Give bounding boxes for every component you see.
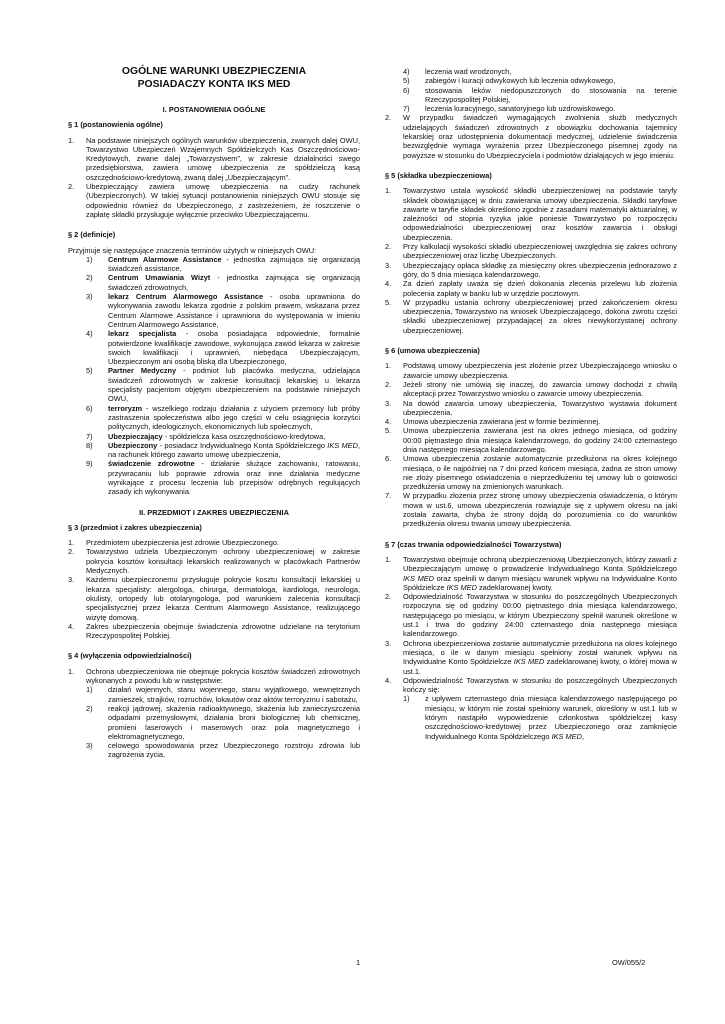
list-item: 2. W przypadku świadczeń wymagających zwolnienia służb medycznych udzielających świadczeń zdrowotnych z obowiązku dochowania tajemnicy lekarskiej oraz udostępnienia dokumentacji medycznej, udzielenie świadczenia bezwzględnie wymaga wyrażenia przez Ubezpieczonego pisemnej zgody na powyższe w stosunku do Ubezpieczyciela i podmiotów działających w jego imieniu. — [385, 113, 677, 160]
section-heading-6: § 6 (umowa ubezpieczenia) — [385, 346, 480, 356]
definition-item: 6) terroryzm - wszelkiego rodzaju działania z użyciem przemocy lub próby zastraszenia społeczeństwa albo jego części w celu osiągnięcia korzyści politycznych, ideologicznych, ekonomicznych lub społecznych, — [86, 403, 360, 432]
list-item: 2. Przy kalkulacji wysokości składki ubezpieczeniowej uwzględnia się zakres ochrony ubezpieczeniowej oraz liczbę Ubezpieczonych. — [385, 242, 677, 261]
list-item: 1. Towarzystwo obejmuje ochroną ubezpieczeniową Ubezpieczonych, którzy zawarli z Ubezpieczającym umowę o prowadzenie Indywidualnego Konta Spółdzielczego IKS MED oraz spełnili w danym miesiącu warunek wpływu na Indywidualne Konto Spółdzielcze IKS MED zadeklarowanej kwoty. — [385, 554, 678, 592]
section-heading-7: § 7 (czas trwania odpowiedzialności Towarzystwa) — [385, 539, 562, 549]
definition-item: 2) Centrum Umawiania Wizyt - jednostka zajmująca się organizacją świadczeń zdrowotnych, — [86, 273, 360, 292]
exclusion-item: 5) zabiegów i kuracji odwykowych lub leczenia odwykowego, — [403, 76, 616, 86]
right-column — [385, 67, 677, 752]
list-item: 1. Ochrona ubezpieczeniowa nie obejmuje pokrycia kosztów świadczeń zdrowotnych wykonanych z powodu lub w następstwie: — [68, 666, 360, 686]
list-item: 3. Ubezpieczający opłaca składkę za miesięczny okres ubezpieczenia jednorazowo z góry, do 5 dnia miesiąca kalendarzowego. — [385, 260, 677, 279]
list-item: 3. Ochrona ubezpieczeniowa zostanie automatycznie przedłużona na okres kolejnego miesiąca, o ile w danym miesiącu spełniony został warunek wpływu na Indywidualne Konto Spółdzielcze IKS MED zadeklarowanej kwoty, o której mowa w ust.1. — [385, 638, 677, 676]
list-item: 3. Każdemu ubezpieczonemu przysługuje pokrycie kosztu konsultacji lekarskiej u lekarza specjalisty: alergologa, chirurga, dermatologa, kardiologa, neurologa, okulisty, ortopedy lub otolaryngologa, pod warunkiem zalecenia konsultacji specjalistycznej przez lekarza Centrum Alarmowego Assistance, realizującego wizytę domową. — [68, 575, 360, 622]
left-column — [68, 66, 360, 771]
list-item: 1. Towarzystwo ustala wysokość składki ubezpieczeniowej na podstawie taryfy składek obowiązującej w dniu zawierania umowy ubezpieczenia. Składki taryfowe zawarte w taryfie składek określono zgodnie z zasadami matematyki aktuarialnej, w zależności od stopnia ryzyka jakie poniesie Towarzystwo po rozpoczęciu odpowiedzialności ubezpieczeniowej oraz kosztów zawarcia i obsługi ubezpieczenia. — [385, 186, 677, 242]
document-title — [68, 66, 360, 91]
section-heading-5: § 5 (składka ubezpieczeniowa) — [385, 170, 492, 180]
section-6-body — [385, 361, 677, 528]
list-item: 7. W przypadku złożenia przez stronę umowy ubezpieczenia oświadczenia, o którym mowa w ust.6, umowa ubezpieczenia rozwiązuje się z upływem okresu na jaki została zawarta, chyba że strony dojdą do porozumienia co do warunków przedłużenia okresu trwania umowy ubezpieczenia. — [385, 491, 677, 529]
list-item: 4. Umowa ubezpieczenia zawierana jest w formie bezimiennej. — [385, 417, 601, 427]
exclusion-item: 6) stosowania leków niedopuszczonych do stosowania na terenie Rzeczypospolitej Polskiej, — [403, 85, 677, 104]
definition-item: 8) Ubezpieczony - posiadacz Indywidualnego Konta Spółdzielczego IKS MED, na rachunek którego zawarto umowę ubezpieczenia, — [86, 440, 361, 460]
section-5-body — [385, 186, 677, 335]
list-item: 6. Umowa ubezpieczenia zostanie automatycznie przedłużona na okres kolejnego miesiąca, o ile najpóźniej na 7 dni przed końcem miesiąca, żadna ze stron umowy nie złoży pisemnego oświadczenia o nieprzedłużeniu tej umowy lub o gotowości przedłużenia umowy na zmienionych warunkach. — [385, 454, 677, 492]
list-item: 1. Przedmiotem ubezpieczenia jest zdrowie Ubezpieczonego. — [68, 538, 280, 548]
definitions-intro: Przyjmuje się następujące znaczenia terminów użytych w niniejszych OWU: — [68, 245, 317, 255]
section-heading-4: § 4 (wyłączenia odpowiedzialności) — [68, 651, 192, 661]
chapter-heading-2: II. PRZEDMIOT I ZAKRES UBEZPIECZENIA — [139, 507, 289, 517]
definition-item: 3) lekarz Centrum Alarmowego Assistance - osoba uprawniona do wykonywania zawodu lekarza zgodnie z polskim prawem, wskazana przez Centrum Alarmowe Assistance i uprawniona do występowania w imieniu Centrum Alarmowego Assistance, — [86, 292, 360, 329]
list-item: 5. Umowa ubezpieczenia zawierana jest na okres jednego miesiąca, od godziny 00:00 piętnastego dnia miesiąca kalendarzowego, do godziny 24:00 czternastego dnia następnego miesiąca kalendarzowego. — [385, 426, 677, 454]
section-4-continued — [385, 67, 677, 160]
section-heading-3: § 3 (przedmiot i zakres ubezpieczenia) — [68, 522, 202, 532]
section-1-body — [68, 136, 360, 220]
definition-item: 9) świadczenie zdrowotne - działanie służące zachowaniu, ratowaniu, przywracaniu lub poprawie zdrowia oraz inne działania medyczne wynikające z procesu leczenia lub przepisów odrębnych regulujących zasady ich wykonywania. — [86, 459, 360, 497]
list-item: 2. Odpowiedzialność Towarzystwa w stosunku do poszczególnych Ubezpieczonych rozpoczyna się od godziny 00:00 piętnastego dnia miesiąca kalendarzowego, następującego po miesiącu, w którym Ubezpieczony spełnił warunek określone w ust.1 i trwa do godziny 24:00 czternastego dnia następnego miesiąca kalendarzowego. — [385, 592, 677, 639]
list-item: 2. Towarzystwo udziela Ubezpieczonym ochrony ubezpieczeniowej w zakresie pokrycia kosztów konsultacji lekarskich realizowanych w placówkach Partnerów Medycznych. — [68, 547, 360, 576]
exclusion-item: 4) leczenia wad wrodzonych, — [403, 67, 512, 76]
section-heading-1: § 1 (postanowienia ogólne) — [68, 120, 163, 130]
definition-item: 1) Centrum Alarmowe Assistance - jednostka zajmująca się organizacją świadczeń assistance, — [86, 254, 360, 274]
title-line-2: POSIADACZY KONTA IKS MED — [137, 78, 291, 90]
list-item: 2. Ubezpieczający zawiera umowę ubezpieczenia na cudzy rachunek (Ubezpieczonych). W takiej sytuacji postanowienia niniejszych OWU stosuje się odpowiednio również do Ubezpieczonego, z zastrzeżeniem, że roszczenie o zapłatę składki przysługuje wyłącznie przeciwko Ubezpieczającemu. — [68, 182, 360, 219]
section-4-body — [68, 667, 360, 760]
list-item: 1. Podstawą umowy ubezpieczenia jest złożenie przez Ubezpieczającego wniosku o zawarcie umowy ubezpieczenia. — [385, 361, 677, 380]
exclusion-item: 3) celowego spowodowania przez Ubezpieczonego rozstroju zdrowia lub zagrożenia życia, — [86, 741, 360, 760]
section-7-body — [385, 555, 677, 741]
list-item: 5. W przypadku ustania ochrony ubezpieczeniowej przed zakończeniem okresu ubezpieczenia, Towarzystwo na wniosek Ubezpieczającego, dokona zwrotu części składki ubezpieczeniowej przypadającej za okres niewykorzystanej ochrony ubezpieczeniowej. — [385, 297, 677, 335]
section-3-body — [68, 538, 360, 640]
title-line-1: OGÓLNE WARUNKI UBEZPIECZENIA — [121, 66, 307, 77]
definition-item: 4) lekarz specjalista - osoba posiadająca odpowiednie, formalnie potwierdzone kwalifikacje zawodowe, wykonująca zawód lekarza w zakresie swoich kwalifikacji i uprawnień, niebędąca Ubezpieczającym, Ubezpieczonym ani osobą bliską dla Ubezpieczonego, — [86, 329, 360, 367]
list-item: 3. Na dowód zawarcia umowy ubezpieczenia, Towarzystwo wystawia dokument ubezpieczenia. — [385, 398, 677, 417]
section-heading-2: § 2 (definicje) — [68, 230, 116, 240]
definition-item: 7) Ubezpieczający - spółdzielcza kasa oszczędnościowo-kredytowa, — [86, 431, 326, 441]
termination-item: 1) z upływem czternastego dnia miesiąca kalendarzowego następującego po miesiącu, w którym nie został spełniony warunek, określony w ust.1 lub w którym nastąpiło wypowiedzenie członkostwa spółdzielczej kasy oszczędnościowo-kredytowej przez Ubezpieczonego oraz zamknięcie Indywidualnego Konta Spółdzielczego IKS MED, — [403, 694, 677, 741]
exclusion-item: 1) działań wojennych, stanu wojennego, stanu wyjątkowego, wewnętrznych zamieszek, strajków, rozruchów, lokautów oraz aktów terroryzmu i sabotażu, — [86, 685, 360, 704]
list-item: 1. Na podstawie niniejszych ogólnych warunków ubezpieczenia, zwanych dalej OWU, Towarzystwo Ubezpieczeń Wzajemnych Spółdzielczych Kas Oszczędnościowo-Kredytowych, zwane dalej „Towarzystwem”, w zakresie działalności swego przedsiębiorstwa, zawiera umowę ubezpieczenia ze spółdzielczą kasą oszczędnościowo-kredytową, zwaną dalej „Ubezpieczającym”. — [68, 135, 360, 182]
chapter-heading-1: I. POSTANOWIENIA OGÓLNE — [162, 105, 266, 114]
list-item: 4. Odpowiedzialność Towarzystwa w stosunku do poszczególnych Ubezpieczonych kończy się: — [385, 675, 677, 695]
definition-item: 5) Partner Medyczny - podmiot lub placówka medyczna, udzielająca świadczeń zdrowotnych w zakresie konsultacji lekarskiej u lekarza specjalisty pacjentom objętym ubezpieczeniem na podstawie niniejszych OWU, — [86, 366, 360, 404]
list-item: 2. Jeżeli strony nie umówią się inaczej, do zawarcia umowy dochodzi z chwilą akceptacji przez Towarzystwo wniosku o zawarcie umowy ubezpieczenia. — [385, 379, 677, 399]
section-2-body — [68, 246, 360, 497]
document-code: OW/055/2 — [612, 958, 646, 967]
exclusion-item: 2) reakcji jądrowej, skażenia radioaktywnego, skażenia lub zanieczyszczenia odpadami przemysłowymi, działania broni biologicznej lub chemicznej, promieni laserowych i maserowych oraz pola magnetycznego i elektromagnetycznego, — [86, 703, 360, 741]
list-item: 4. Zakres ubezpieczenia obejmuje świadczenia zdrowotne udzielane na terytorium Rzeczypospolitej Polskiej. — [68, 621, 360, 641]
page-number: 1 — [356, 958, 361, 967]
exclusion-item: 7) leczenia kuracyjnego, sanatoryjnego lub uzdrowiskowego. — [403, 104, 616, 114]
list-item: 4. Za dzień zapłaty uważa się dzień dokonania zlecenia przelewu lub złożenia polecenia zapłaty w banku lub w urzędzie pocztowym. — [385, 279, 677, 298]
